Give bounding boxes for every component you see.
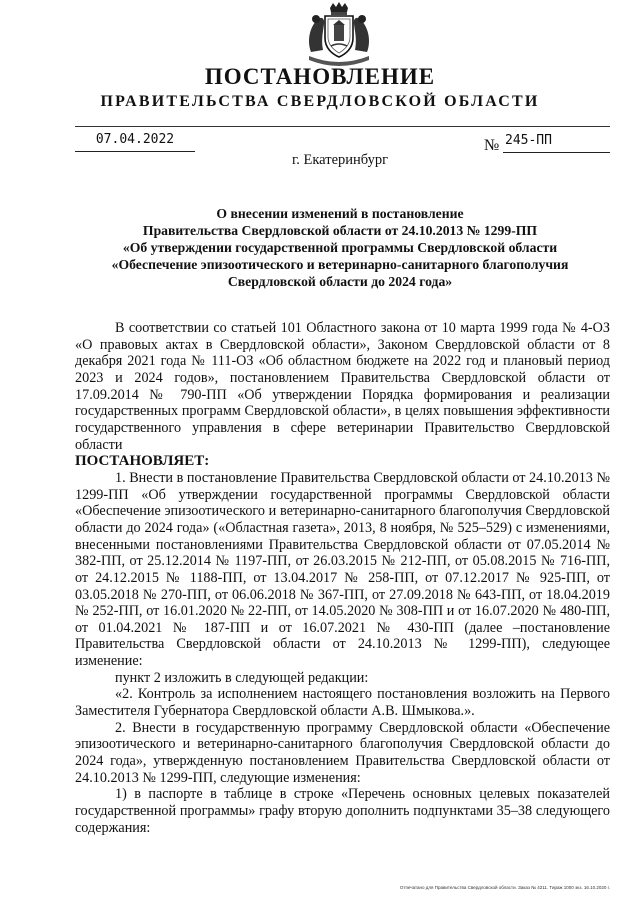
organization-title: ПРАВИТЕЛЬСТВА СВЕРДЛОВСКОЙ ОБЛАСТИ	[100, 93, 540, 110]
subject-line: «Обеспечение эпизоотического и ветеринарно-санитарного благополучия	[111, 257, 569, 272]
item-2-1-paragraph: 1) в паспорте в таблице в строке «Перечень основных целевых показателей государственной программы» графу вторую дополнить подпунктами 35–38 следующего содержания:	[75, 786, 610, 836]
document-subject	[80, 205, 600, 290]
subject-line: О внесении изменений в постановление	[216, 206, 464, 221]
city-name: г. Екатеринбург	[291, 152, 389, 168]
document-date: 07.04.2022	[95, 132, 175, 147]
number-sign: №	[484, 137, 500, 154]
item-1-quote-paragraph: «2. Контроль за исполнением настоящего постановления возложить на Первого Заместителя Губернатора Свердловской области А.В. Шмыкова.».	[75, 686, 610, 720]
print-note: Отпечатано для Правительства Свердловской области. Заказ № 4211. Тираж 1000 экз. 16.10.2020 г.	[399, 885, 610, 890]
document-number: 245-ПП	[505, 133, 552, 148]
item-1-paragraph: 1. Внести в постановление Правительства Свердловской области от 24.10.2013 № 1299-ПП «Об утверждении государственной программы Свердловской области «Обеспечение эпизоотического и ветеринарно-санитарного благополучия Свердловской области до 2024 года» («Областная газета», 2013, 8 ноября, № 525–529) с изменениями, внесенными постановлениями Правительства Свердловской области от 07.05.2014 № 382-ПП, от 25.12.2014 № 1197-ПП, от 26.03.2015 № 212-ПП, от 05.08.2015 № 716-ПП, от 24.12.2015 № 1188-ПП, от 13.04.2017 № 258-ПП, от 07.12.2017 № 925-ПП, от 03.05.2018 № 270-ПП, от 06.06.2018 № 367-ПП, от 27.09.2018 № 643-ПП, от 18.04.2019 № 252-ПП, от 16.01.2020 № 22-ПП, от 14.05.2020 № 308-ПП и от 16.07.2020 № 480-ПП, от 01.04.2021 № 187-ПП и от 16.07.2021 № 430-ПП (далее –постановление Правительства Свердловской области от 24.10.2013 № 1299-ПП), следующее изменение:	[75, 469, 610, 670]
subject-line: Правительства Свердловской области от 24.10.2013 № 1299-ПП	[142, 223, 538, 238]
preamble-paragraph: В соответствии со статьей 101 Областного закона от 10 марта 1999 года № 4-ОЗ «О правовых актах в Свердловской области», Законом Свердловской области от 8 декабря 2021 года № 111-ОЗ «Об областном бюджете на 2022 год и плановый период 2023 и 2024 годов», постановлением Правительства Свердловской области от 17.09.2014 № 790-ПП «Об утверждении Порядка формирования и реализации государственных программ Свердловской области», в целях повышения эффективности государственного управления в сфере ветеринарии Правительство Свердловской области	[75, 320, 610, 453]
sverdlovsk-coat-of-arms-icon	[303, 2, 375, 66]
item-2-paragraph: 2. Внести в государственную программу Свердловской области «Обеспечение эпизоотического и ветеринарно-санитарного благополучия Свердловской области до 2024 года», утвержденную постановлением Правительства Свердловской области от 24.10.2013 № 1299-ПП, следующие изменения:	[75, 719, 610, 786]
document-type-title: ПОСТАНОВЛЕНИЕ	[204, 64, 436, 89]
subject-line: «Об утверждении государственной программы Свердловской области	[122, 240, 558, 255]
resolves-heading: ПОСТАНОВЛЯЕТ:	[75, 453, 210, 470]
subject-line: Свердловской области до 2024 года»	[227, 274, 453, 289]
document-body	[75, 320, 610, 836]
item-1-point-paragraph: пункт 2 изложить в следующей редакции:	[115, 669, 369, 686]
header-rule	[75, 126, 610, 127]
